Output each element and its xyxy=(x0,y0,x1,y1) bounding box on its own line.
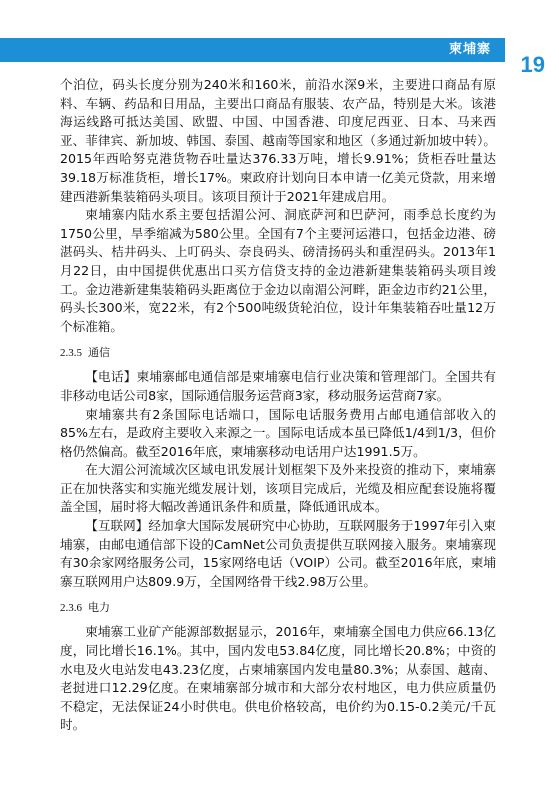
section-number: 2.3.5 xyxy=(60,347,82,360)
running-header-title: 柬埔寨 xyxy=(448,42,491,57)
section-number: 2.3.6 xyxy=(60,602,82,615)
section-heading-electricity xyxy=(60,600,496,616)
paragraph-fiber-plan: 在大湄公河流域次区域电讯发展计划框架下及外来投资的推动下，柬埔寨正在加快落实和实施光缆发展计划，该项目完成后，光缆及相应配套设施将覆盖全国，届时将大幅改善通讯条件和质量，降低通讯成本。 xyxy=(60,462,496,515)
section-heading-communications xyxy=(60,345,496,361)
paragraph-electricity: 柬埔寨工业矿产能源部数据显示，2016年，柬埔寨全国电力供应66.13亿度，同比增长16.1%。其中，国内发电53.84亿度，同比增长20.8%；中资的水电及火电站发电43.23亿度，占柬埔寨国内发电量80.3%；从泰国、越南、老挝进口12.29亿度。在柬埔寨部分城市和大部分农村地区，电力供应质量仍不稳定，无法保证24小时供电。供电价格较高，电价约为0.15-0.2美元/千瓦时。 xyxy=(60,624,496,733)
header-bar xyxy=(0,38,505,62)
page-body xyxy=(60,76,496,735)
paragraph-continued: 个泊位，码头长度分别为240米和160米，前沿水深9米，主要进口商品有原料、车辆、药品和日用品，主要出口商品有服装、农产品，特别是大米。该港海运线路可抵达美国、欧盟、中国、中国香港、印度尼西亚、日本、马来西亚、菲律宾、新加坡、韩国、泰国、越南等国家和地区（多通过新加坡中转）。2015年西哈努克港货物吞吐量达376.33万吨，增长9.91%；货柜吞吐量达39.18万标准货柜，增长17%。柬政府计划向日本申请一亿美元贷款，用来增建西港新集装箱码头项目。该项目预计于2021年建成启用。 xyxy=(60,77,496,204)
paragraph-internet: 【互联网】经加拿大国际发展研究中心协助，互联网服务于1997年引入柬埔寨，由邮电通信部下设的CamNet公司负责提供互联网接入服务。柬埔寨现有30余家网络服务公司，15家网络电话（VOIP）公司。截至2016年底，柬埔寨互联网用户达809.9万，全国网络骨干线2.98万公里。 xyxy=(60,518,496,589)
section-title: 通信 xyxy=(88,346,110,360)
paragraph-telephone: 【电话】柬埔寨邮电通信部是柬埔寨电信行业决策和管理部门。全国共有非移动电话公司8家，国际通信服务运营商3家，移动服务运营商7家。 xyxy=(60,369,496,403)
paragraph-inland-waterways: 柬埔寨内陆水系主要包括湄公河、洞底萨河和巴萨河，雨季总长度约为1750公里，旱季缩减为580公里。全国有7个主要河运港口，包括金边港、磅湛码头、桔井码头、上叮码头、奈良码头、磅清扬码头和重涅码头。2013年1月22日，由中国提供优惠出口买方信贷支持的金边港新建集装箱码头项目竣工。金边港新建集装箱码头距离位于金边以南湄公河畔，距金边市约21公里，码头长300米，宽22米，有2个500吨级货轮泊位，设计年集装箱吞吐量12万个标准箱。 xyxy=(60,207,496,334)
paragraph-international-calls: 柬埔寨共有2条国际电话端口，国际电话服务费用占邮电通信部收入的85%左右，是政府主要收入来源之一。国际电话成本虽已降低1/4到1/3，但价格仍然偏高。截至2016年底，柬埔寨移动电话用户达1991.5万。 xyxy=(60,406,496,459)
section-title: 电力 xyxy=(88,601,110,615)
page-number: 19 xyxy=(520,52,545,77)
